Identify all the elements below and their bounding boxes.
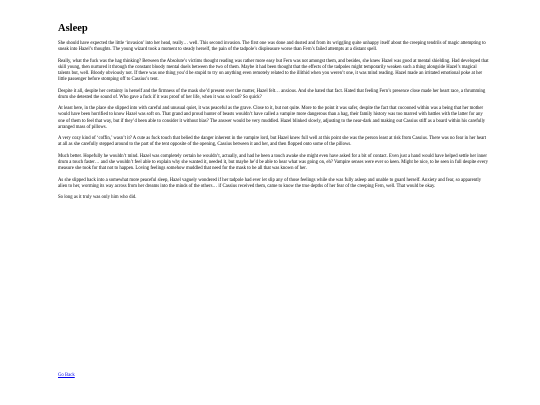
story-page (58, 22, 490, 207)
story-paragraph: As she slipped back into a somewhat more peaceful sleep, Hazel vaguely wondered if her tadpole had ever let slip any of those feelings while she was fully asleep and unable to guard herself. Anxiety and fear, so apparently alien to her, worming its way across from her dreams into the minds of the others… if Cassius received them, came to know the true depths of her fear of the creeping Fern, well. That would be okay. (58, 177, 482, 189)
story-paragraph: Despite it all, despite her certainty in herself and the firmness of the mask she’d present over the matter, Hazel felt… anxious. And she hated that fact. Hated that feeling Fern’s presence close made her heart race, a thrumming drum she detested the sound of. Who gave a fuck if it was proof of her life, when it was so loud? So quick? (58, 88, 486, 100)
go-back-link[interactable]: Go Back (58, 373, 75, 378)
story-title: Asleep (58, 23, 88, 34)
story-paragraph: At least here, in the place she slipped into with careful and unusual quiet, it was peaceful as the grave. Close to it, but not quite. More to the point it was safer, despite the fact that cocooned within was a being that her mother would have been horrified to know Hazel was soft on. That grand and proud hunter of beasts wouldn’t have called a vampire more dangerous than a hag, their family history was too marred with battles with the latter for any one of them to feel that way, but if they’d been able to consider it without bias? The answer would be very muddled. Hazel blinked slowly, adjusting to the near-dark and making out Cassius stiff as a board within his carefully arranged mass of pillows. (58, 106, 486, 130)
story-body (58, 41, 490, 201)
story-paragraph: Really, what the fuck was the hag thinking? Between the Absolute’s victims thought reading was rather more easy but Fern was not amongst them, and besides, she knew Hazel was good at mental shielding. Had developed that skill young, then nurtured it through the constant bloody mental duels between the two of them. Maybe it had been thought that the effects of the tadpoles might temporarily weaken such a thing alongside Hazel’s magical talents but, well. Bloody obviously not. If there was one thing you’d be stupid to try on anything even remotely related to the illithid when you weren’t one, it was mind reading. Hazel made an irritated emotional poke at her little passenger before stomping off to Cassius’s tent. (58, 58, 489, 83)
story-paragraph: So long as it truly was only him who did. (58, 195, 137, 201)
story-paragraph: A very cozy kind of ‘coffin,’ wasn’t it? A cute as fuck touch that belied the danger inherent in the vampire lord, but Hazel knew full well at this point she was the person least at risk from Cassius. There was no fear in her heart at all as she carefully stepped around to the part of the tent opposite of the opening, Cassius between it and her, and then flopped onto some of the pillows. (58, 136, 487, 148)
story-paragraph: Much better. Hopefully he wouldn’t mind. Hazel was completely certain he wouldn’t, actually, and had he been a touch awake she might even have asked for a bit of contact. Even just a hand would have helped settle her inner drum a touch faster… and she wouldn’t feel able to explain why she wanted it, needed it, but maybe he’d be able to hear what was going on, eh? Vampire senses were ever so keen. Might be nice, to be seen in full despite every measure she took for that not to happen. Loving feelings somehow muddled that need for the mask to be all that was known of her. (58, 153, 488, 172)
story-paragraph: She should have expected the little ‘invasion’ into her head, really… well. This second invasion. The first one was done and dusted and from its wriggling quite unhappy itself about the creeping tendrils of magic attempting to sneak into Hazel’s thoughts. The young wizard took a moment to steady herself, the pain of the tadpole’s displeasure worse than Fern’s failed attempts at a distant spell. (58, 41, 486, 53)
